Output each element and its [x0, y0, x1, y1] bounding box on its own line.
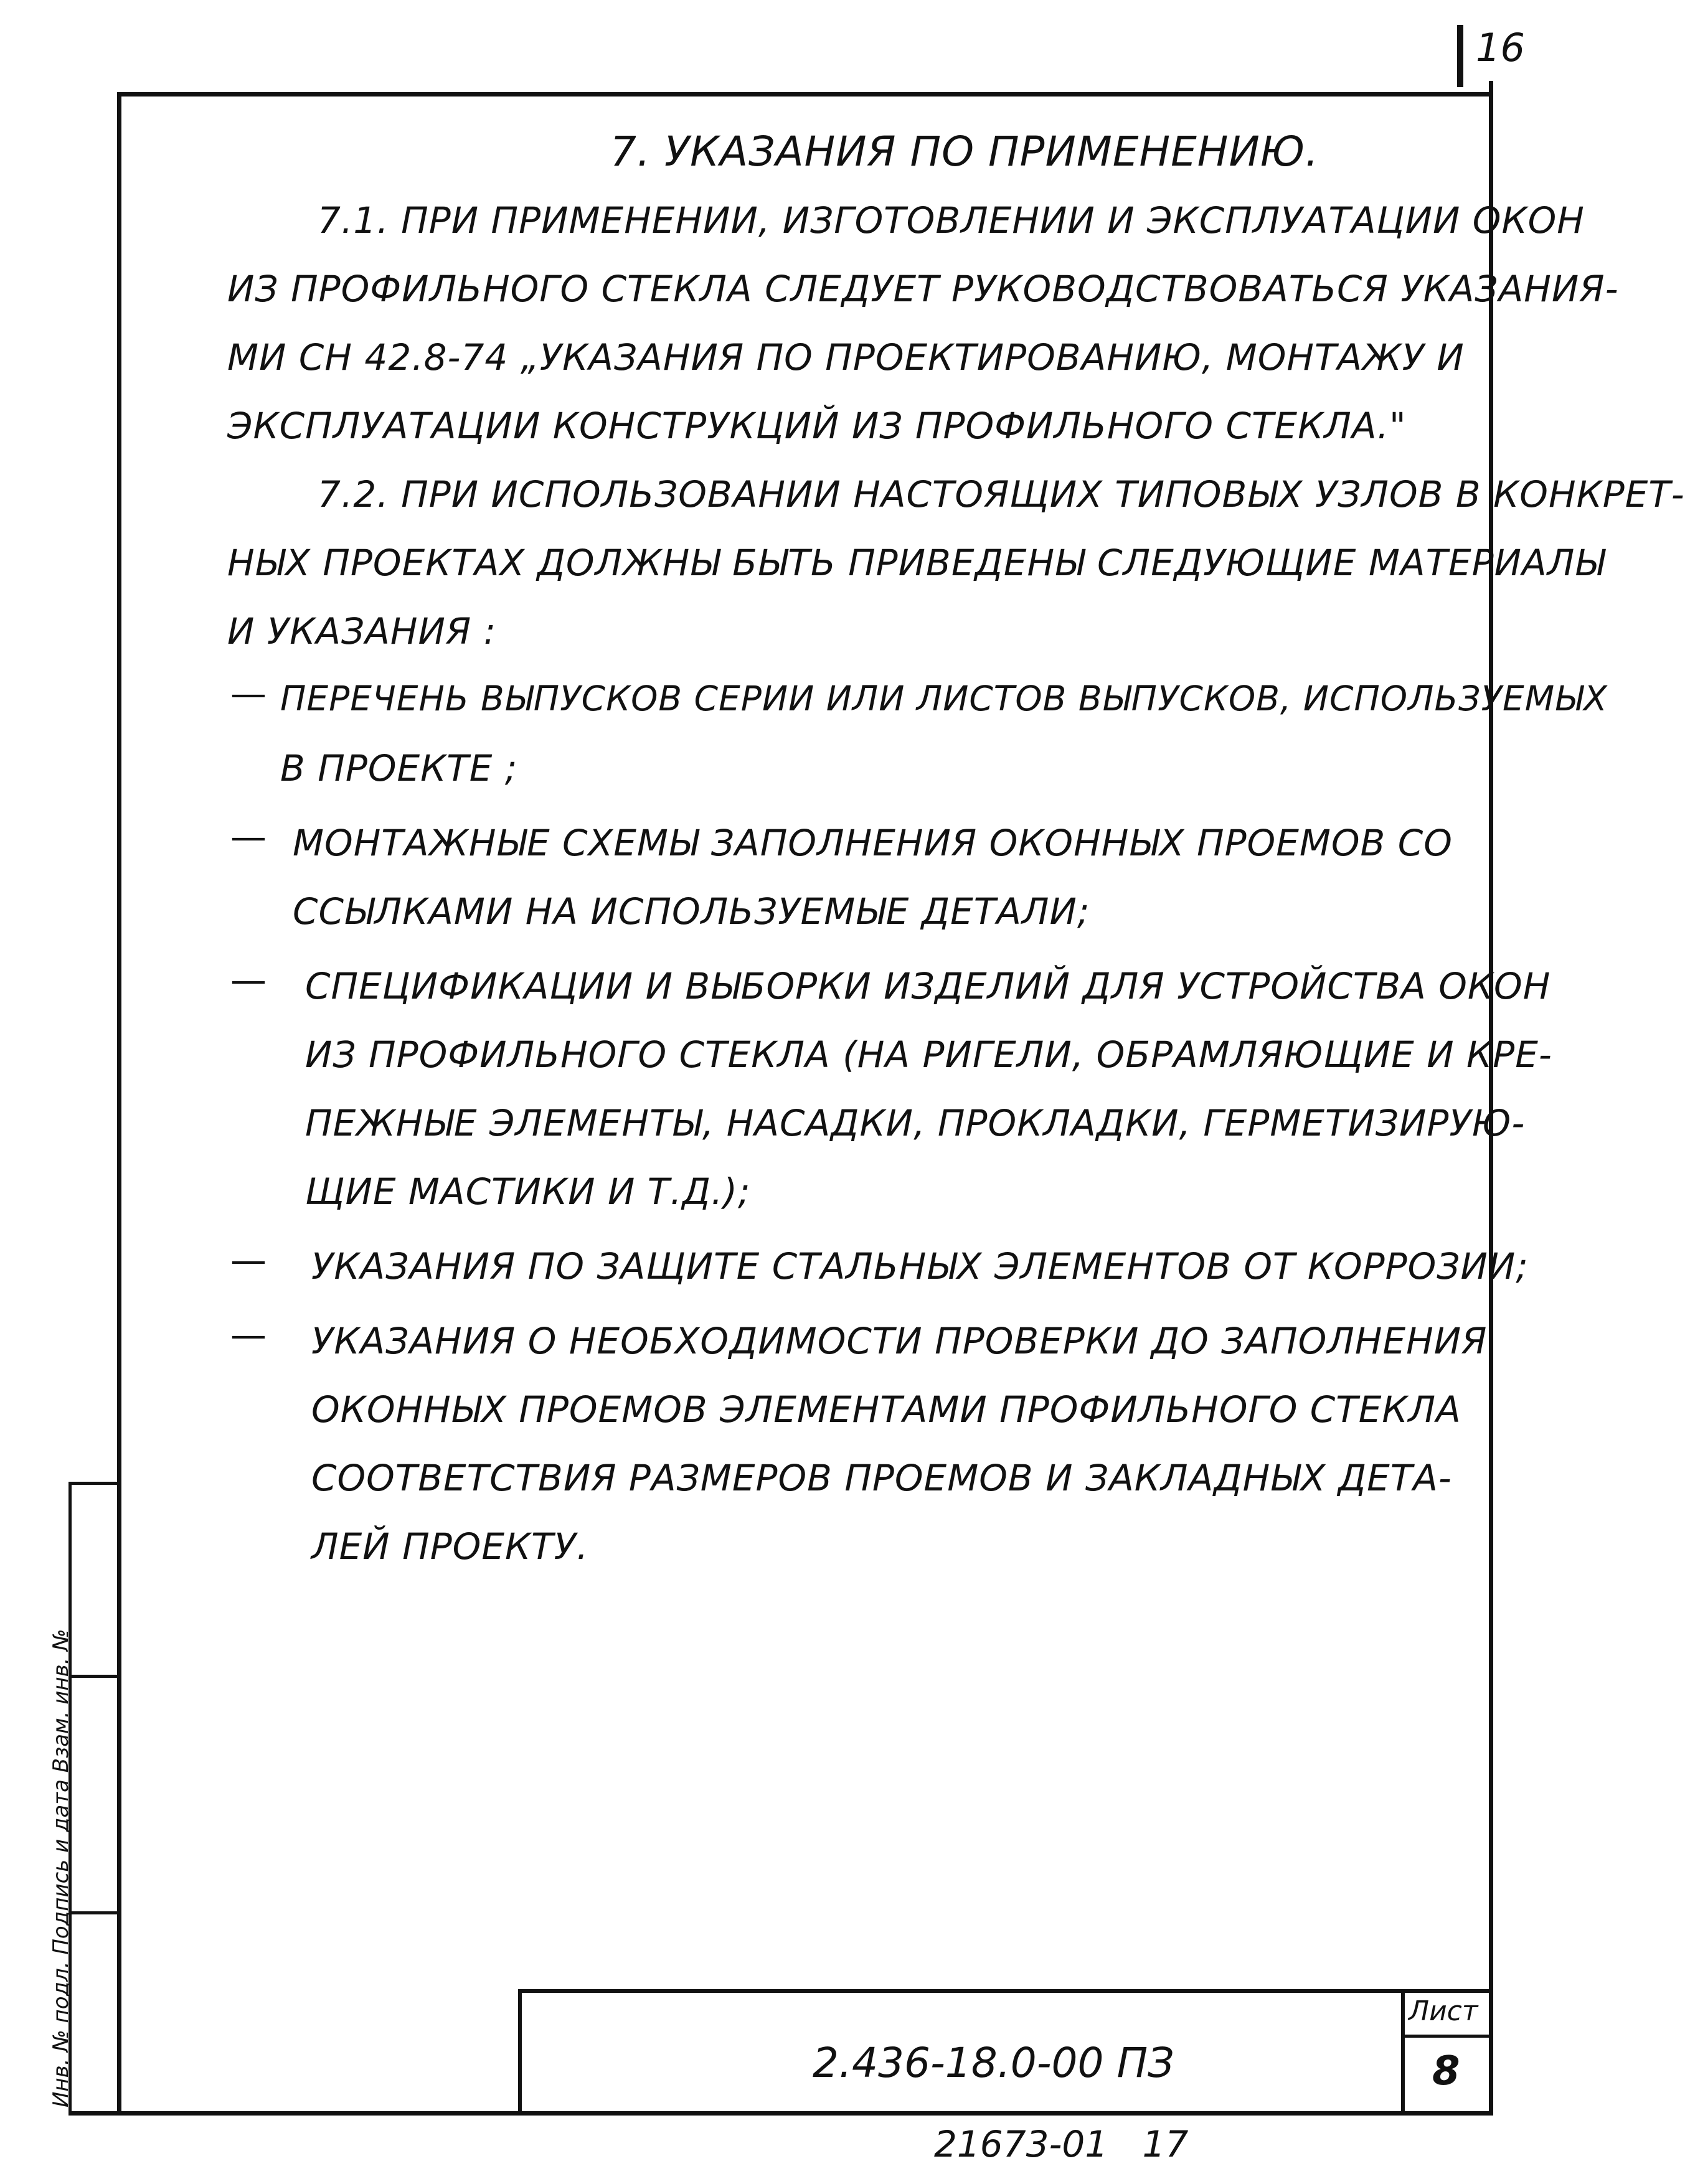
list-dash: —: [230, 672, 267, 715]
section-heading: 7. УКАЗАНИЯ ПО ПРИМЕНЕНИЮ.: [610, 128, 1319, 176]
list-item-3-line-4: ЩИЕ МАСТИКИ И Т.Д.);: [305, 1170, 751, 1213]
title-block-divider: [1401, 1989, 1405, 2114]
paragraph-7-2-line-3: И УКАЗАНИЯ :: [227, 610, 497, 652]
list-item-5-line-1: УКАЗАНИЯ О НЕОБХОДИМОСТИ ПРОВЕРКИ ДО ЗАПОЛНЕНИЯ: [311, 1320, 1488, 1362]
archive-number: 21673-01 17: [934, 2123, 1189, 2165]
side-stamp-divider: [68, 1482, 120, 1485]
list-item-3-line-2: ИЗ ПРОФИЛЬНОГО СТЕКЛА (НА РИГЕЛИ, ОБРАМЛЯЮЩИЕ И КРЕ-: [305, 1033, 1552, 1076]
list-item-1-line-1: ПЕРЕЧЕНЬ ВЫПУСКОВ СЕРИИ ИЛИ ЛИСТОВ ВЫПУСКОВ, ИСПОЛЬЗУЕМЫХ: [280, 679, 1608, 718]
corner-mark-bar: [1457, 25, 1463, 87]
title-block-left-border: [518, 1989, 522, 2114]
list-dash: —: [230, 816, 267, 858]
sheet-number: 8: [1432, 2048, 1460, 2094]
paragraph-7-1-line-3: МИ СН 42.8-74 „УКАЗАНИЯ ПО ПРОЕКТИРОВАНИЮ, МОНТАЖУ И: [227, 336, 1465, 379]
title-block-top-border: [518, 1989, 1493, 1993]
frame-top-border: [117, 92, 1493, 96]
list-item-2-line-1: МОНТАЖНЫЕ СХЕМЫ ЗАПОЛНЕНИЯ ОКОННЫХ ПРОЕМОВ СО: [293, 822, 1453, 864]
side-stamp-label: Инв. № подл. Подпись и дата Взам. инв. №: [49, 1629, 73, 2107]
frame-right-border: [1489, 81, 1493, 2116]
paragraph-7-1-line-2: ИЗ ПРОФИЛЬНОГО СТЕКЛА СЛЕДУЕТ РУКОВОДСТВОВАТЬСЯ УКАЗАНИЯ-: [227, 268, 1619, 310]
list-item-4-line-1: УКАЗАНИЯ ПО ЗАЩИТЕ СТАЛЬНЫХ ЭЛЕМЕНТОВ ОТ КОРРОЗИИ;: [311, 1245, 1529, 1287]
list-dash: —: [230, 1239, 267, 1281]
sheet-label: Лист: [1409, 1995, 1478, 2027]
frame-left-border: [117, 92, 121, 2116]
document-code: 2.436-18.0-00 ПЗ: [813, 2039, 1174, 2087]
list-dash: —: [230, 1314, 267, 1356]
list-item-3-line-1: СПЕЦИФИКАЦИИ И ВЫБОРКИ ИЗДЕЛИЙ ДЛЯ УСТРОЙСТВА ОКОН: [305, 965, 1551, 1007]
paragraph-7-1-line-4: ЭКСПЛУАТАЦИИ КОНСТРУКЦИЙ ИЗ ПРОФИЛЬНОГО СТЕКЛА.": [227, 405, 1407, 447]
paragraph-7-2-line-2: НЫХ ПРОЕКТАХ ДОЛЖНЫ БЫТЬ ПРИВЕДЕНЫ СЛЕДУЮЩИЕ МАТЕРИАЛЫ: [227, 542, 1605, 584]
list-item-2-line-2: ССЫЛКАМИ НА ИСПОЛЬЗУЕМЫЕ ДЕТАЛИ;: [293, 890, 1090, 933]
paragraph-7-1-line-1: 7.1. ПРИ ПРИМЕНЕНИИ, ИЗГОТОВЛЕНИИ И ЭКСПЛУАТАЦИИ ОКОН: [318, 199, 1585, 242]
side-stamp-divider: [68, 1911, 120, 1914]
list-item-5-line-2: ОКОННЫХ ПРОЕМОВ ЭЛЕМЕНТАМИ ПРОФИЛЬНОГО СТЕКЛА: [311, 1388, 1461, 1431]
list-item-1-line-2: В ПРОЕКТЕ ;: [280, 747, 518, 789]
list-item-5-line-4: ЛЕЙ ПРОЕКТУ.: [311, 1525, 589, 1568]
frame-bottom-border: [68, 2111, 1493, 2116]
list-item-3-line-3: ПЕЖНЫЕ ЭЛЕМЕНТЫ, НАСАДКИ, ПРОКЛАДКИ, ГЕРМЕТИЗИРУЮ-: [305, 1102, 1526, 1144]
side-stamp-divider: [68, 1675, 120, 1678]
list-item-5-line-3: СООТВЕТСТВИЯ РАЗМЕРОВ ПРОЕМОВ И ЗАКЛАДНЫХ ДЕТА-: [311, 1457, 1452, 1499]
paragraph-7-2-line-1: 7.2. ПРИ ИСПОЛЬЗОВАНИИ НАСТОЯЩИХ ТИПОВЫХ УЗЛОВ В КОНКРЕТ-: [318, 473, 1685, 515]
list-dash: —: [230, 959, 267, 1001]
corner-sheet-number: 16: [1476, 25, 1525, 70]
title-block-sheet-divider: [1401, 2035, 1493, 2038]
